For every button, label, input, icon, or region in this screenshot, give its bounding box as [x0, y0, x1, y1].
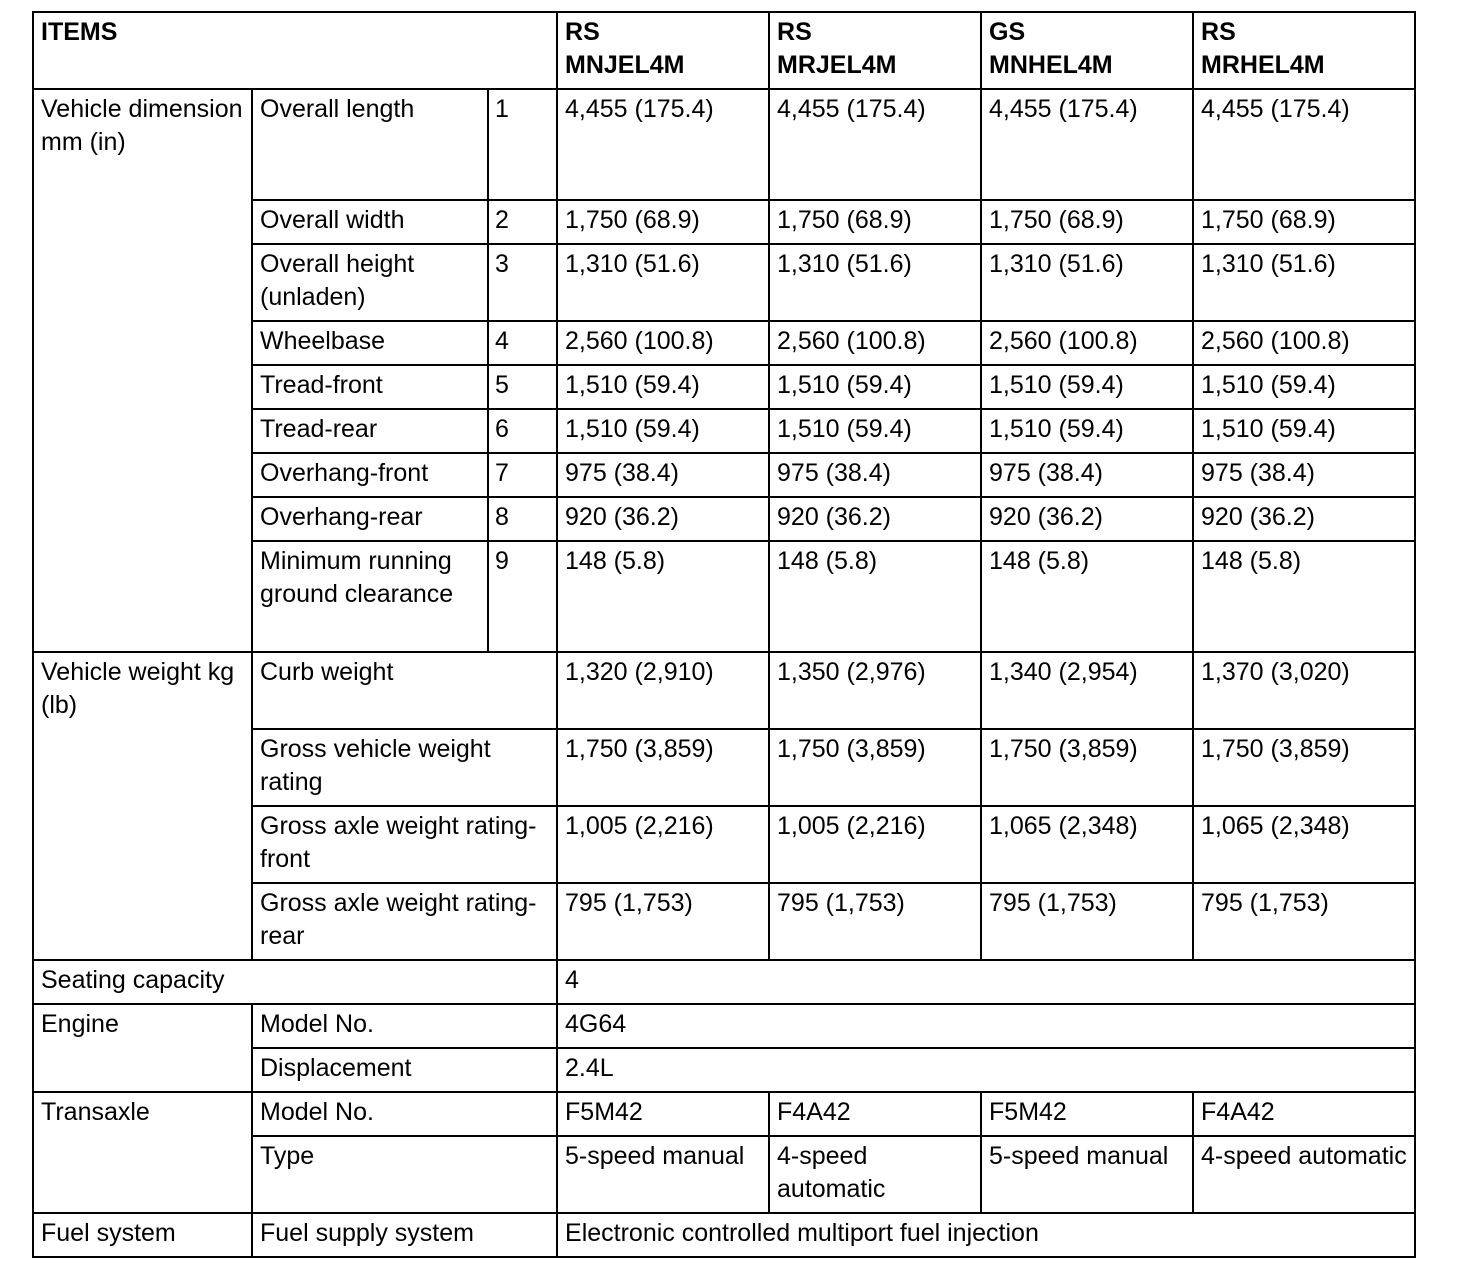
table-row [33, 960, 1415, 1004]
row-number: 2 [488, 200, 557, 244]
model-grade: RS [777, 18, 812, 46]
row-label: Overhang-front [252, 453, 488, 497]
dimension-group-label: Vehicle dimension mm (in) [33, 89, 252, 652]
cell-value: 1,750 (3,859) [1193, 729, 1415, 806]
cell-value: 1,510 (59.4) [981, 365, 1193, 409]
seating-label: Seating capacity [33, 960, 557, 1004]
row-label: Gross axle weight rating-front [252, 806, 557, 883]
cell-value: 4,455 (175.4) [981, 89, 1193, 200]
row-number: 3 [488, 244, 557, 321]
row-label: Tread-front [252, 365, 488, 409]
cell-value: 1,510 (59.4) [557, 365, 769, 409]
cell-value: 1,340 (2,954) [981, 652, 1193, 729]
model-code: MRJEL4M [777, 51, 897, 79]
engine-group-label: Engine [33, 1004, 252, 1092]
seating-value: 4 [557, 960, 1415, 1004]
model-grade: GS [989, 18, 1026, 46]
row-label: Minimum running ground clearance [252, 541, 488, 652]
cell-value: F4A42 [1193, 1092, 1415, 1136]
cell-value: 1,750 (3,859) [557, 729, 769, 806]
row-number: 1 [488, 89, 557, 200]
model-grade: RS [565, 18, 600, 46]
row-label: Model No. [252, 1092, 557, 1136]
model-grade: RS [1201, 18, 1236, 46]
cell-value: 975 (38.4) [557, 453, 769, 497]
cell-value: 148 (5.8) [981, 541, 1193, 652]
header-row [33, 12, 1415, 89]
table-row [33, 652, 1415, 729]
cell-value: F4A42 [769, 1092, 981, 1136]
cell-value: 1,310 (51.6) [769, 244, 981, 321]
cell-value: 5-speed manual [981, 1136, 1193, 1213]
spec-table-wrapper [32, 11, 1414, 1258]
fuel-group-label: Fuel system [33, 1213, 252, 1257]
cell-value: 4-speed automatic [769, 1136, 981, 1213]
model-code: MRHEL4M [1201, 51, 1325, 79]
cell-value: 148 (5.8) [769, 541, 981, 652]
cell-value: 148 (5.8) [1193, 541, 1415, 652]
row-label: Gross vehicle weight rating [252, 729, 557, 806]
cell-value: 5-speed manual [557, 1136, 769, 1213]
cell-value: 1,310 (51.6) [1193, 244, 1415, 321]
table-row [33, 1004, 1415, 1048]
cell-value: 1,510 (59.4) [1193, 409, 1415, 453]
model-header-2 [769, 12, 981, 89]
cell-value: 1,750 (3,859) [981, 729, 1193, 806]
cell-value: 1,370 (3,020) [1193, 652, 1415, 729]
row-number: 4 [488, 321, 557, 365]
row-label: Overall height (unladen) [252, 244, 488, 321]
cell-value: 975 (38.4) [981, 453, 1193, 497]
cell-value: 795 (1,753) [981, 883, 1193, 960]
row-label: Wheelbase [252, 321, 488, 365]
cell-value: 1,005 (2,216) [769, 806, 981, 883]
row-label: Overhang-rear [252, 497, 488, 541]
cell-value: 1,510 (59.4) [769, 365, 981, 409]
cell-value: 1,510 (59.4) [1193, 365, 1415, 409]
cell-value: F5M42 [981, 1092, 1193, 1136]
row-number: 8 [488, 497, 557, 541]
fuel-supply-value: Electronic controlled multiport fuel injection [557, 1213, 1415, 1257]
cell-value: 975 (38.4) [1193, 453, 1415, 497]
cell-value: 975 (38.4) [769, 453, 981, 497]
cell-value: 795 (1,753) [769, 883, 981, 960]
cell-value: 1,310 (51.6) [981, 244, 1193, 321]
cell-value: 4,455 (175.4) [1193, 89, 1415, 200]
row-label: Displacement [252, 1048, 557, 1092]
transaxle-group-label: Transaxle [33, 1092, 252, 1213]
table-row [33, 1092, 1415, 1136]
cell-value: F5M42 [557, 1092, 769, 1136]
cell-value: 795 (1,753) [1193, 883, 1415, 960]
cell-value: 2,560 (100.8) [981, 321, 1193, 365]
cell-value: 2,560 (100.8) [769, 321, 981, 365]
row-number: 5 [488, 365, 557, 409]
cell-value: 4,455 (175.4) [769, 89, 981, 200]
weight-group-label: Vehicle weight kg (lb) [33, 652, 252, 960]
row-number: 7 [488, 453, 557, 497]
engine-model-value: 4G64 [557, 1004, 1415, 1048]
model-code: MNHEL4M [989, 51, 1113, 79]
row-number: 6 [488, 409, 557, 453]
cell-value: 920 (36.2) [557, 497, 769, 541]
engine-displacement-value: 2.4L [557, 1048, 1415, 1092]
row-label: Model No. [252, 1004, 557, 1048]
cell-value: 1,750 (68.9) [557, 200, 769, 244]
items-header: ITEMS [33, 12, 557, 89]
cell-value: 795 (1,753) [557, 883, 769, 960]
cell-value: 1,005 (2,216) [557, 806, 769, 883]
cell-value: 1,065 (2,348) [1193, 806, 1415, 883]
table-row [33, 1213, 1415, 1257]
model-header-3 [981, 12, 1193, 89]
row-number: 9 [488, 541, 557, 652]
cell-value: 920 (36.2) [1193, 497, 1415, 541]
row-label: Curb weight [252, 652, 557, 729]
cell-value: 1,350 (2,976) [769, 652, 981, 729]
row-label: Overall length [252, 89, 488, 200]
cell-value: 1,320 (2,910) [557, 652, 769, 729]
cell-value: 2,560 (100.8) [557, 321, 769, 365]
cell-value: 1,510 (59.4) [769, 409, 981, 453]
cell-value: 4,455 (175.4) [557, 89, 769, 200]
cell-value: 920 (36.2) [769, 497, 981, 541]
cell-value: 1,750 (68.9) [769, 200, 981, 244]
table-row [33, 89, 1415, 200]
cell-value: 1,750 (68.9) [981, 200, 1193, 244]
cell-value: 1,065 (2,348) [981, 806, 1193, 883]
row-label: Overall width [252, 200, 488, 244]
cell-value: 4-speed automatic [1193, 1136, 1415, 1213]
model-code: MNJEL4M [565, 51, 685, 79]
model-header-4 [1193, 12, 1415, 89]
cell-value: 2,560 (100.8) [1193, 321, 1415, 365]
row-label: Gross axle weight rating-rear [252, 883, 557, 960]
cell-value: 1,510 (59.4) [557, 409, 769, 453]
row-label: Tread-rear [252, 409, 488, 453]
row-label: Fuel supply system [252, 1213, 557, 1257]
cell-value: 920 (36.2) [981, 497, 1193, 541]
cell-value: 1,510 (59.4) [981, 409, 1193, 453]
cell-value: 1,750 (3,859) [769, 729, 981, 806]
specification-table [32, 11, 1416, 1258]
row-label: Type [252, 1136, 557, 1213]
cell-value: 1,310 (51.6) [557, 244, 769, 321]
cell-value: 1,750 (68.9) [1193, 200, 1415, 244]
model-header-1 [557, 12, 769, 89]
cell-value: 148 (5.8) [557, 541, 769, 652]
